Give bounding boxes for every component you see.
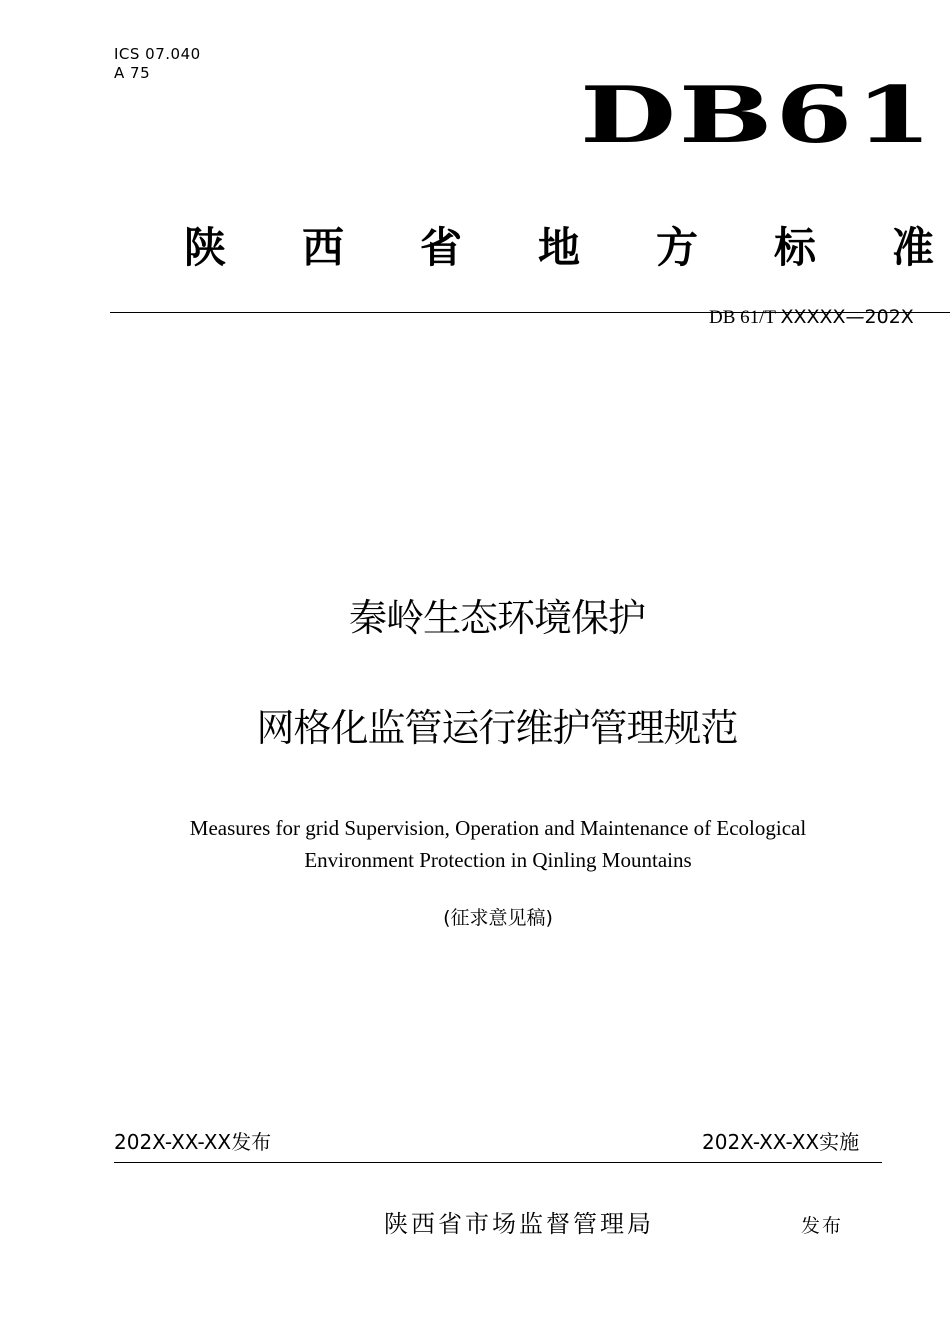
title-char: 西 [302,223,345,272]
classification-codes [114,45,201,83]
class-code: A 75 [114,64,151,82]
standard-category-title [184,222,950,274]
standard-number-value: XXXXX—202X [780,306,914,328]
english-title-line1: Measures for grid Supervision, Operation and Maintenance of Ecological [189,816,807,840]
ics-code: ICS 07.040 [114,45,201,63]
title-char: 方 [656,223,699,272]
footer-divider [114,1162,882,1163]
document-title-line2: 网格化监管运行维护管理规范 [256,706,738,750]
english-title-line2: Environment Protection in Qinling Mountains [304,848,692,872]
document-title-line1: 秦岭生态环境保护 [348,596,645,640]
draft-note: (征求意见稿) [443,907,553,929]
implement-date: 202X-XX-XX实施 [702,1130,860,1154]
publisher-name: 陕西省市场监督管理局 [384,1210,654,1238]
title-char: 地 [538,223,581,272]
english-title [0,812,950,876]
title-char: 标 [774,223,817,272]
issue-date: 202X-XX-XX发布 [114,1130,272,1154]
standard-number [709,305,914,330]
standard-number-prefix: DB 61/T [709,307,781,328]
publish-label: 发布 [801,1215,844,1237]
title-char: 陕 [184,223,227,272]
title-char: 省 [420,223,463,272]
db61-logo: DB61 [580,70,936,161]
title-char: 准 [892,223,935,272]
